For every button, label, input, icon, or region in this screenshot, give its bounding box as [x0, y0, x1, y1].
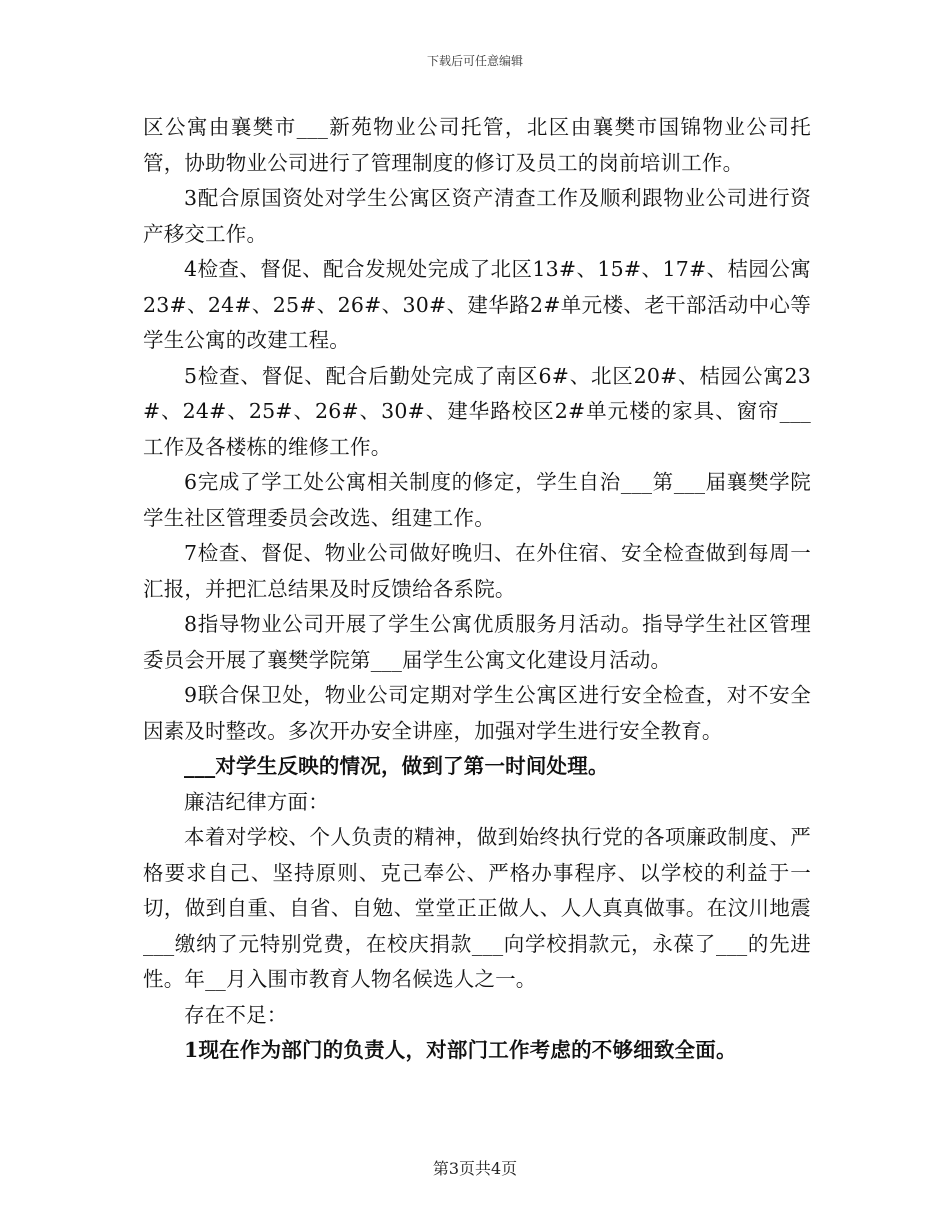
paragraph-property-management: 区公寓由襄樊市___新苑物业公司托管，北区由襄樊市国锦物业公司托管，协助物业公司进行了管理制度的修订及员工的岗前培训工作。	[143, 115, 811, 175]
paragraph-item-9: 9联合保卫处，物业公司定期对学生公寓区进行安全检查，对不安全因素及时整改。多次开办安全讲座，加强对学生进行安全教育。	[143, 683, 811, 743]
paragraph-item-5: 5检查、督促、配合后勤处完成了南区6#、北区20#、桔园公寓23#、24#、25#、26#、30#、建华路校区2#单元楼的家具、窗帘___工作及各楼栋的维修工作。	[143, 363, 811, 459]
paragraph-item-8: 8指导物业公司开展了学生公寓优质服务月活动。指导学生社区管理委员会开展了襄樊学院第___届学生公寓文化建设月活动。	[143, 612, 811, 672]
section-heading-shortcomings: 存在不足：	[184, 1002, 288, 1027]
page-number: 第3页共4页	[432, 1159, 518, 1178]
page-header: 下载后可任意编辑	[426, 54, 523, 68]
section-heading-integrity: 廉洁纪律方面：	[184, 789, 329, 814]
paragraph-item-3: 3配合原国资处对学生公寓区资产清查工作及顺利跟物业公司进行资产移交工作。	[143, 186, 811, 246]
document-body	[143, 110, 811, 1069]
paragraph-item-4: 4检查、督促、配合发规处完成了北区13#、15#、17#、桔园公寓23#、24#、25#、26#、30#、建华路2#单元楼、老干部活动中心等学生公寓的改建工程。	[143, 257, 811, 352]
paragraph-student-feedback: ___对学生反映的情况，做到了第一时间处理。	[184, 754, 609, 778]
paragraph-shortcoming-1: 1现在作为部门的负责人，对部门工作考虑的不够细致全面。	[184, 1038, 737, 1062]
paragraph-integrity: 本着对学校、个人负责的精神，做到始终执行党的各项廉政制度、严格要求自己、坚持原则、克己奉公、严格办事程序、以学校的利益于一切，做到自重、自省、自勉、堂堂正正做人、人人真真做事。在汶川地震___缴纳了元特别党费，在校庆捐款___向学校捐款元，永葆了___的先进性。年__月入围市教育人物名候选人之一。	[143, 825, 811, 991]
paragraph-item-7: 7检查、督促、物业公司做好晚归、在外住宿、安全检查做到每周一汇报，并把汇总结果及时反馈给各系院。	[143, 541, 811, 601]
paragraph-item-6: 6完成了学工处公寓相关制度的修定，学生自治___第___届襄樊学院学生社区管理委员会改选、组建工作。	[143, 470, 811, 530]
